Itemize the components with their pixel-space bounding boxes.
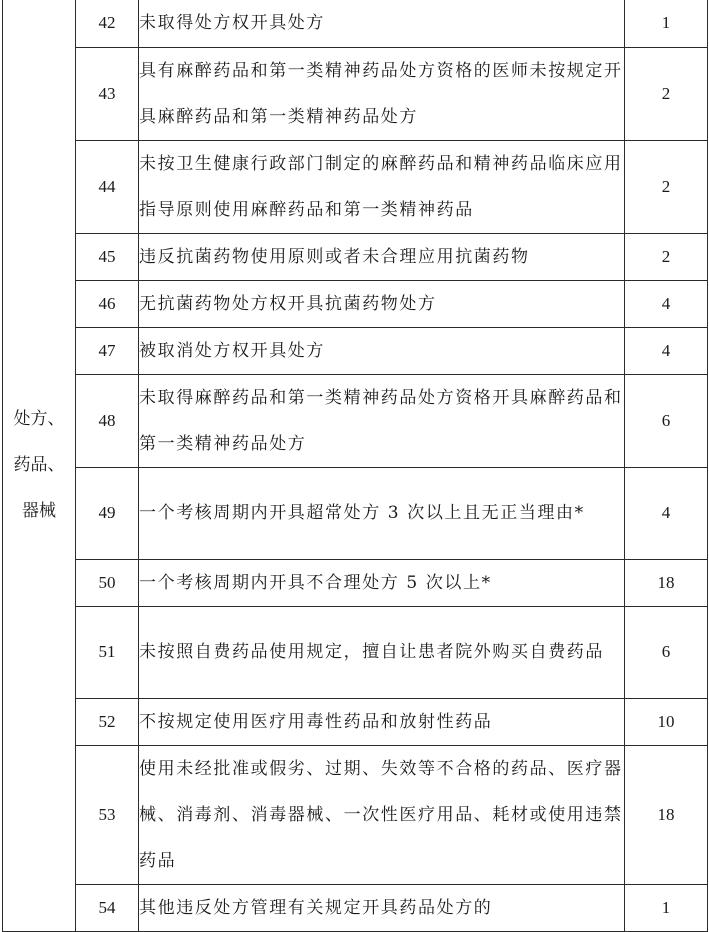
item-description: 一个考核周期内开具超常处方 3 次以上且无正当理由* xyxy=(139,467,625,559)
item-number: 52 xyxy=(76,698,139,745)
item-number: 47 xyxy=(76,327,139,374)
item-description: 未取得麻醉药品和第一类精神药品处方资格开具麻醉药品和第一类精神药品处方 xyxy=(139,374,625,467)
item-description: 一个考核周期内开具不合理处方 5 次以上* xyxy=(139,559,625,606)
table-row xyxy=(3,606,708,698)
table-row xyxy=(3,698,708,745)
item-description: 无抗菌药物处方权开具抗菌药物处方 xyxy=(139,280,625,327)
item-number: 48 xyxy=(76,374,139,467)
table-row xyxy=(3,0,708,47)
item-score: 10 xyxy=(625,698,708,745)
item-score: 1 xyxy=(625,884,708,931)
item-number: 49 xyxy=(76,467,139,559)
item-score: 18 xyxy=(625,745,708,884)
item-score: 4 xyxy=(625,327,708,374)
item-description: 其他违反处方管理有关规定开具药品处方的 xyxy=(139,884,625,931)
table-row xyxy=(3,233,708,280)
table-row xyxy=(3,467,708,559)
table-row xyxy=(3,884,708,931)
category-line: 处方、 xyxy=(13,409,65,430)
table-row xyxy=(3,280,708,327)
item-description: 具有麻醉药品和第一类精神药品处方资格的医师未按规定开具麻醉药品和第一类精神药品处方 xyxy=(139,47,625,140)
item-description: 未按照自费药品使用规定，擅自让患者院外购买自费药品 xyxy=(139,606,625,698)
item-number: 42 xyxy=(76,0,139,47)
item-description: 未按卫生健康行政部门制定的麻醉药品和精神药品临床应用指导原则使用麻醉药品和第一类精神药品 xyxy=(139,140,625,233)
table-row xyxy=(3,47,708,140)
item-score: 1 xyxy=(625,0,708,47)
item-score: 6 xyxy=(625,374,708,467)
rules-table xyxy=(2,0,708,932)
item-score: 2 xyxy=(625,140,708,233)
item-description: 不按规定使用医疗用毒性药品和放射性药品 xyxy=(139,698,625,745)
category-cell xyxy=(3,0,76,931)
item-score: 4 xyxy=(625,280,708,327)
item-description: 使用未经批准或假劣、过期、失效等不合格的药品、医疗器械、消毒剂、消毒器械、一次性医疗用品、耗材或使用违禁药品 xyxy=(139,745,625,884)
item-score: 2 xyxy=(625,47,708,140)
item-description: 违反抗菌药物使用原则或者未合理应用抗菌药物 xyxy=(139,233,625,280)
table-row xyxy=(3,374,708,467)
item-score: 2 xyxy=(625,233,708,280)
item-description: 未取得处方权开具处方 xyxy=(139,0,625,47)
category-line: 器械 xyxy=(22,501,56,522)
item-score: 18 xyxy=(625,559,708,606)
item-number: 51 xyxy=(76,606,139,698)
item-number: 54 xyxy=(76,884,139,931)
table-row xyxy=(3,559,708,606)
category-line: 药品、 xyxy=(13,455,65,476)
item-number: 50 xyxy=(76,559,139,606)
item-number: 45 xyxy=(76,233,139,280)
item-score: 4 xyxy=(625,467,708,559)
item-description: 被取消处方权开具处方 xyxy=(139,327,625,374)
table-row xyxy=(3,140,708,233)
table-row xyxy=(3,327,708,374)
table-row xyxy=(3,745,708,884)
item-number: 46 xyxy=(76,280,139,327)
item-number: 53 xyxy=(76,745,139,884)
item-number: 44 xyxy=(76,140,139,233)
item-score: 6 xyxy=(625,606,708,698)
item-number: 43 xyxy=(76,47,139,140)
